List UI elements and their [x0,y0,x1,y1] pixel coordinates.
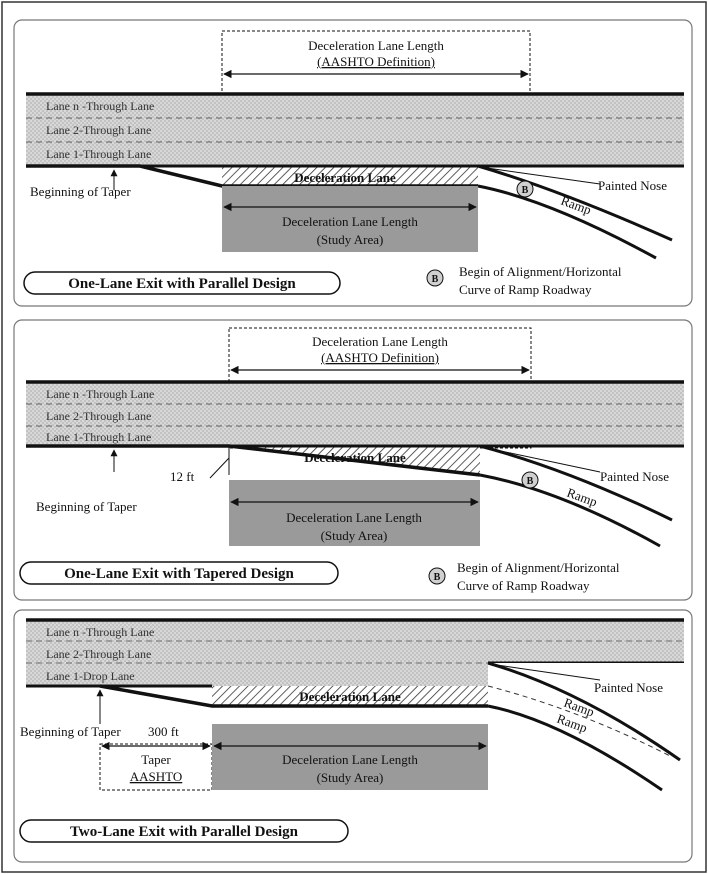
painted-nose-label: Painted Nose [598,178,667,193]
ramp-label: Ramp [564,484,600,510]
aashto-label-2: (AASHTO Definition) [317,54,435,69]
deceleration-lane-label: Deceleration Lane [294,170,396,185]
ramp-label-2: Ramp [554,710,590,736]
taper-box-label-1: Taper [141,752,171,767]
panel-parallel-one-lane [14,20,692,306]
lane-2-label: Lane 2-Through Lane [46,123,152,137]
study-label-2: (Study Area) [316,232,384,247]
lane-n-label: Lane n -Through Lane [46,387,155,401]
legend-b-text: B [431,274,439,285]
study-label-1: Deceleration Lane Length [282,214,418,229]
deceleration-lane-label: Deceleration Lane [304,450,406,465]
width-leader [210,458,229,478]
study-label-2: (Study Area) [316,770,384,785]
panel-title: One-Lane Exit with Tapered Design [64,566,294,582]
width-label: 12 ft [170,469,195,484]
ramp-label: Ramp [558,192,594,218]
study-label-2: (Study Area) [320,528,388,543]
taper-length-label: 300 ft [148,724,179,739]
panel-title: One-Lane Exit with Parallel Design [68,276,296,292]
painted-nose-leader [480,167,600,184]
b-marker-text: B [526,476,534,487]
study-label-1: Deceleration Lane Length [282,752,418,767]
panel-parallel-two-lane [14,610,692,862]
lane-1-label: Lane 1-Through Lane [46,147,152,161]
legend-text-2: Curve of Ramp Roadway [459,282,592,297]
aashto-label-1: Deceleration Lane Length [312,334,448,349]
beginning-of-taper-label: Beginning of Taper [30,184,131,199]
aashto-label-2: (AASHTO Definition) [321,350,439,365]
legend-text-2: Curve of Ramp Roadway [457,578,590,593]
lane-2-label: Lane 2-Through Lane [46,647,152,661]
taper-box-label-2: AASHTO [129,769,183,784]
deceleration-lane-label: Deceleration Lane [299,689,401,704]
panel-tapered-one-lane [14,320,692,600]
painted-nose-label: Painted Nose [600,469,669,484]
beginning-of-taper-label: Beginning of Taper [20,724,121,739]
lane-1-label: Lane 1-Through Lane [46,430,152,444]
beginning-of-taper-label: Beginning of Taper [36,499,137,514]
legend-b-text: B [433,572,441,583]
study-label-1: Deceleration Lane Length [286,510,422,525]
panel-title: Two-Lane Exit with Parallel Design [69,824,299,840]
painted-nose-leader [482,447,600,472]
lane-1-label: Lane 1-Drop Lane [46,669,135,683]
b-marker-text: B [521,185,529,196]
painted-nose-label: Painted Nose [594,680,663,695]
legend-text-1: Begin of Alignment/Horizontal [459,264,622,279]
legend-text-1: Begin of Alignment/Horizontal [457,560,620,575]
aashto-label-1: Deceleration Lane Length [308,38,444,53]
ramp-label-1: Ramp [561,694,597,720]
lane-2-label: Lane 2-Through Lane [46,409,152,423]
lane-n-label: Lane n -Through Lane [46,625,155,639]
lane-n-label: Lane n -Through Lane [46,99,155,113]
